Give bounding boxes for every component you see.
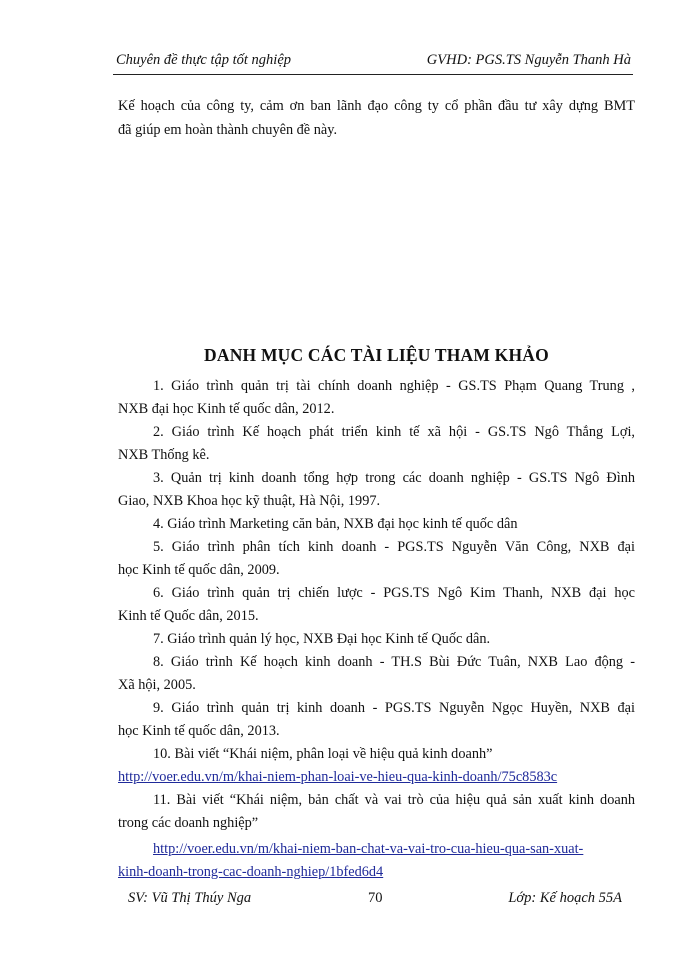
reference-text: 5. Giáo trình phân tích kinh doanh - PGS.TS Nguyễn Văn Công, NXB đại (153, 539, 635, 555)
reference-text: 10. Bài viết “Khái niệm, phân loại về hiệu quả kinh doanh” (153, 746, 493, 762)
header-advisor: GVHD: PGS.TS Nguyễn Thanh Hà (426, 52, 631, 68)
reference-text: 8. Giáo trình Kế hoạch kinh doanh - TH.S Bùi Đức Tuân, NXB Lao động - (153, 654, 635, 670)
reference-text: trong các doanh nghiệp” (118, 815, 259, 831)
reference-text: 1. Giáo trình quản trị tài chính doanh nghiệp - GS.TS Phạm Quang Trung , (153, 378, 635, 394)
reference-item-7 (118, 628, 635, 651)
references-title: DANH MỤC CÁC TÀI LIỆU THAM KHẢO (204, 345, 549, 365)
reference-text: Kinh tế Quốc dân, 2015. (118, 608, 259, 624)
reference-item-9 (118, 697, 635, 743)
reference-item-8 (118, 651, 635, 697)
intro-paragraph (118, 94, 635, 142)
reference-item-4 (118, 513, 635, 536)
reference-item-2 (118, 421, 635, 467)
reference-text: 7. Giáo trình quản lý học, NXB Đại học Kinh tế Quốc dân. (153, 631, 491, 647)
reference-item-3 (118, 467, 635, 513)
reference-item-6 (118, 582, 635, 628)
footer-student: SV: Vũ Thị Thúy Nga (128, 890, 252, 906)
page-number: 70 (368, 890, 383, 906)
reference-text: NXB Thống kê. (118, 447, 210, 463)
reference-text: 4. Giáo trình Marketing căn bản, NXB đại học kinh tế quốc dân (153, 516, 518, 532)
reference-text: 6. Giáo trình quản trị chiến lược - PGS.TS Ngô Kim Thanh, NXB đại học (153, 585, 635, 601)
reference-link[interactable]: http://voer.edu.vn/m/khai-niem-phan-loai-ve-hieu-qua-kinh-doanh/75c8583c (118, 769, 558, 785)
references-list (118, 375, 635, 884)
reference-item-5 (118, 536, 635, 582)
reference-text: học Kinh tế quốc dân, 2009. (118, 562, 280, 578)
page-footer (128, 890, 628, 910)
reference-text: học Kinh tế quốc dân, 2013. (118, 723, 280, 739)
reference-link[interactable]: kinh-doanh-trong-cac-doanh-nghiep/1bfed6d4 (118, 864, 384, 880)
reference-item-10 (118, 743, 635, 789)
reference-link[interactable]: http://voer.edu.vn/m/khai-niem-ban-chat-va-vai-tro-cua-hieu-qua-san-xuat- (153, 841, 584, 857)
reference-item-1 (118, 375, 635, 421)
reference-text: 11. Bài viết “Khái niệm, bản chất và vai trò của hiệu quả sản xuất kinh doanh (153, 792, 635, 808)
reference-text: Xã hội, 2005. (118, 677, 196, 693)
intro-line-1: Kế hoạch của công ty, cảm ơn ban lãnh đạo công ty cổ phần đầu tư xây dựng BMT (118, 98, 635, 114)
reference-text: 2. Giáo trình Kế hoạch phát triển kinh tế xã hội - GS.TS Ngô Thắng Lợi, (153, 424, 635, 440)
reference-text: Giao, NXB Khoa học kỹ thuật, Hà Nội, 1997. (118, 493, 381, 509)
reference-text: NXB đại học Kinh tế quốc dân, 2012. (118, 401, 335, 417)
footer-class: Lớp: Kế hoạch 55A (508, 890, 622, 906)
reference-item-11 (118, 789, 635, 884)
header-title: Chuyên đề thực tập tốt nghiệp (116, 52, 292, 68)
reference-text: 9. Giáo trình quản trị kinh doanh - PGS.TS Nguyễn Ngọc Huyền, NXB đại (153, 700, 635, 716)
intro-line-2: đã giúp em hoàn thành chuyên đề này. (118, 122, 338, 138)
reference-text: 3. Quản trị kinh doanh tổng hợp trong các doanh nghiệp - GS.TS Ngô Đình (153, 470, 635, 486)
page-header (113, 52, 633, 75)
